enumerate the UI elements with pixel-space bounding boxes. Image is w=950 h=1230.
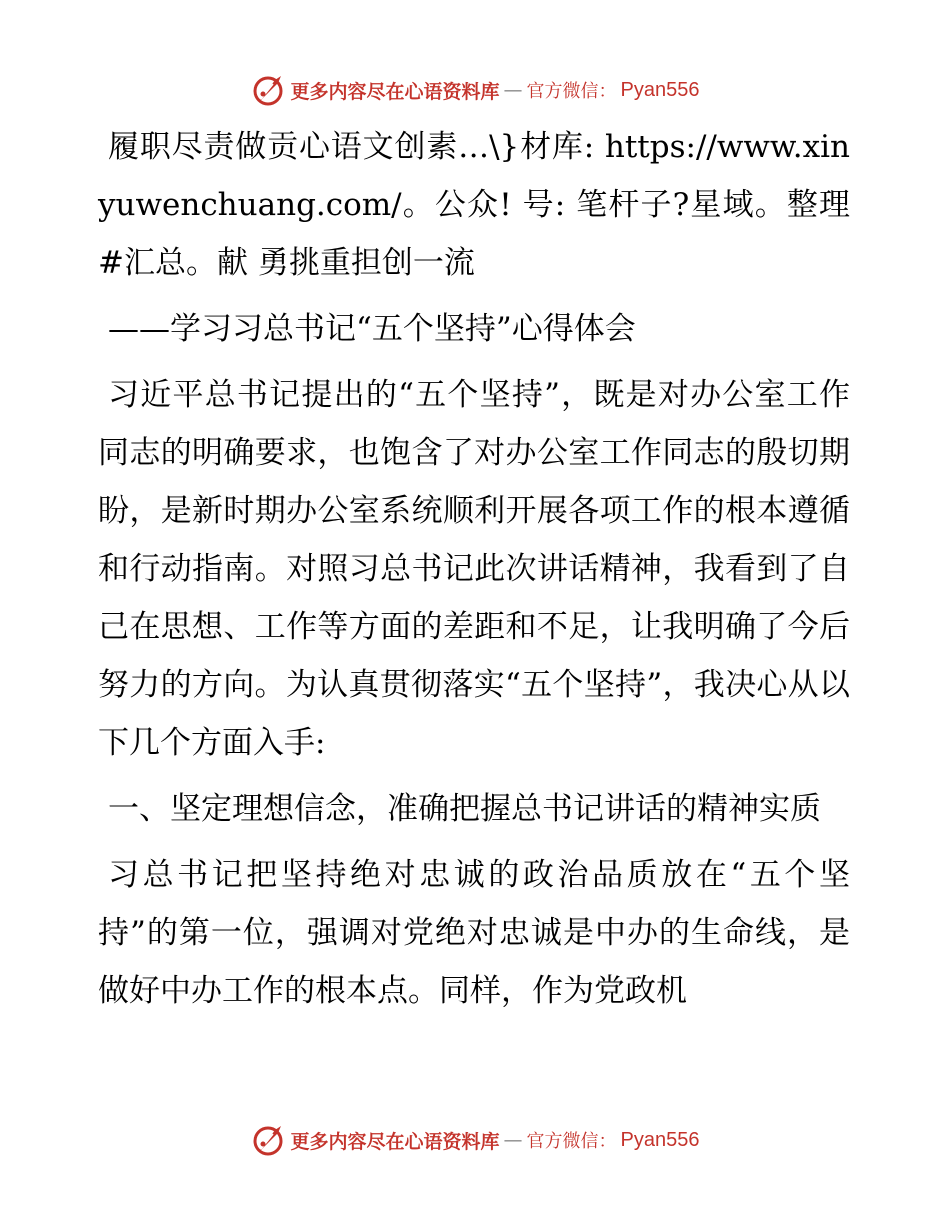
header-banner-inner bbox=[251, 72, 700, 108]
banner-site-name: 更多内容尽在心语资料库 bbox=[290, 80, 500, 103]
section-heading-1: 一、坚定理想信念，准确把握总书记讲话的精神实质 bbox=[108, 791, 821, 827]
banner-site-name: 更多内容尽在心语资料库 bbox=[290, 1130, 500, 1153]
body-paragraph-1: 习近平总书记提出的“五个坚持”，既是对办公室工作同志的明确要求，也饱含了对办公室工作同志的殷切期盼，是新时期办公室系统顺利开展各项工作的根本遵循和行动指南。对照习总书记此次讲话精神，我看到了自己在思想、工作等方面的差距和不足，让我明确了今后努力的方向。为认真贯彻落实“五个坚持”，我决心从以下几个方面入手: bbox=[98, 377, 850, 761]
header-banner bbox=[0, 70, 950, 110]
banner-wechat-id: Pyan556 bbox=[620, 78, 700, 101]
body-paragraph-2: 习总书记把坚持绝对忠诚的政治品质放在“五个坚持”的第一位，强调对党绝对忠诚是中办的生命线，是做好中办工作的根本点。同样，作为党政机 bbox=[98, 857, 850, 1009]
banner-dash: — bbox=[503, 1129, 523, 1151]
document-subtitle: ——学习习总书记“五个坚持”心得体会 bbox=[108, 311, 636, 347]
banner-dash: — bbox=[503, 79, 523, 101]
banner-wechat-label: 官方微信： bbox=[526, 81, 617, 102]
banner-wechat-label: 官方微信： bbox=[526, 1131, 617, 1152]
quill-pen-logo-icon bbox=[251, 1122, 287, 1158]
footer-banner bbox=[0, 1120, 950, 1160]
intro-paragraph: 履职尽责做贡心语文创素…\}材库: https://www.xinyuwenchuang.com/。公众! 号: 笔杆子?星域。整理#汇总。献 勇挑重担创一流 bbox=[98, 129, 850, 281]
quill-pen-logo-icon bbox=[251, 72, 287, 108]
footer-banner-inner bbox=[251, 1122, 700, 1158]
banner-wechat-id: Pyan556 bbox=[620, 1128, 700, 1151]
document-body bbox=[98, 118, 850, 1028]
